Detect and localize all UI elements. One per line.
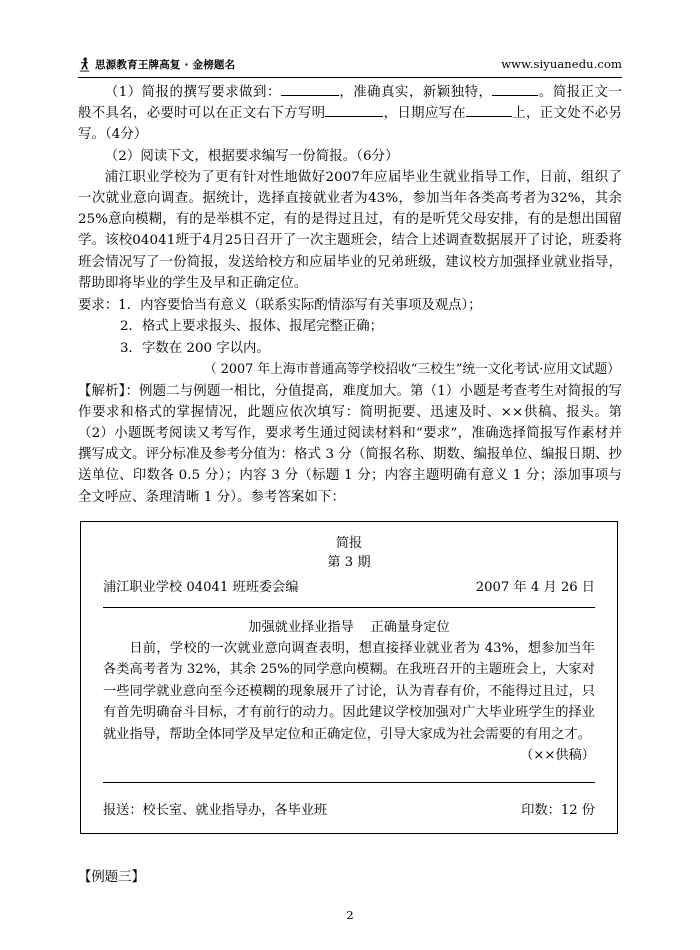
page-number: 2 <box>346 908 354 922</box>
requirement-number: 1． <box>118 298 141 314</box>
analysis-paragraph: 【解析】：例题二与例题一相比，分值提高，难度加大。第（1）小题是考查考生对简报的写作要求和格式的掌握情况，此题应依次填写：简明扼要、迅速及时、××供稿、报头。第（2）小题既考阅读又考写作，要求考生通过阅读材料和“要求”，准确选择简报写作素材并撰写成文。评分标准及参考分值为：格式 3 分（简报名称、期数、编报单位、编报日期、抄送单位、印数各 0.5 分）；内容 3 分（标题 1 分；内容主题明确有意义 1 分；添加事项与全文呼应、条理清晰 1 分）。参考答案如下： <box>78 383 622 505</box>
answer-blank-4[interactable] <box>466 116 512 117</box>
requirement-number: 3． <box>120 340 142 356</box>
requirement-text: 内容要恰当有意义（联系实际酌情添写有关事项及观点）； <box>140 298 482 314</box>
sample-body-text: 日前，学校的一次就业意向调查表明，想直接择业就业者为 43%，想参加当年各类高考者为 32%，其余 25%的同学意向模糊。在我班召开的主题班会上，大家对一些同学就业意向至今还模糊的现象展开了讨论，认为青春有价，不能得过且过，只有首先明确奋斗目标，才有前行的动力。因此建议学校加强对广大毕业班学生的择业就业指导，帮助全体同学及早定位和正确定位，引导大家成为社会需要的有用之才。 <box>103 641 595 742</box>
sample-issue-number: 第 3 期 <box>327 555 371 570</box>
running-figure-logo-icon <box>78 57 91 72</box>
header-divider <box>78 77 622 78</box>
sample-copies: 印数：12 份 <box>521 803 595 819</box>
question-2: （2）阅读下文，根据要求编写一份简报。（6分） <box>104 148 399 164</box>
sample-spacer <box>81 766 617 782</box>
requirement-text: 格式上要求报头、报体、报尾完整正确； <box>142 319 384 335</box>
exam-source-citation: （ 2007 年上海市普通高等学校招收“三校生”统一文化考试·应用文试题） <box>203 362 620 378</box>
sample-publisher: 浦江职业学校 04041 班班委会编 <box>103 580 299 595</box>
answer-blank-1[interactable] <box>281 95 339 96</box>
requirement-row <box>78 316 622 337</box>
requirement-row <box>78 295 622 316</box>
sample-distribution: 报送：校长室、就业指导办，各毕业班 <box>103 803 328 819</box>
page-header <box>78 52 622 76</box>
answer-blank-3[interactable] <box>325 116 383 117</box>
question-1-part-b: ，准确真实，新颖独特， <box>338 85 493 100</box>
question-1 <box>78 82 622 146</box>
passage-paragraph: 浦江职业学校为了更有针对性地做好2007年应届毕业生就业指导工作，日前，组织了一次就业意向调查。据统计，选择直接就业者为43%，参加当年各类高考者为32%，其余25%意向模糊，有的是举棋不定，有的是得过且过，有的是听凭父母安排，有的是想出国留学。该校04041班于4月25日召开了一次主题班会，结合上述调查数据展开了讨论，班委将班会情况写了一份简报，发送给校方和应届毕业的兄弟班级，建议校方加强择业就业指导，帮助即将毕业的学生及早和正确定位。 <box>78 169 622 291</box>
sample-title: 简报 <box>335 536 363 551</box>
sample-meta-row <box>81 572 617 597</box>
requirement-number: 2． <box>120 319 142 335</box>
brand-text: 思源教育王牌高复 · 金榜题名 <box>95 58 236 71</box>
sample-date: 2007 年 4 月 26 日 <box>475 580 595 595</box>
sample-top-divider <box>103 607 595 608</box>
sample-credit: （××供稿） <box>520 748 595 764</box>
brand-block <box>78 57 235 72</box>
question-1-part-c: 。简报正文一般不具名，必要时可以在正文右下方写明 <box>78 85 622 122</box>
next-example-heading: 【例题三】 <box>78 870 145 885</box>
document-body <box>78 82 622 508</box>
question-1-part-d: ，日期应写在 <box>383 106 467 122</box>
sample-footer-row <box>81 783 617 820</box>
answer-blank-2[interactable] <box>492 95 538 96</box>
requirements-block <box>78 295 622 359</box>
requirement-row <box>78 338 622 359</box>
question-1-part-a: （1）简报的撰写要求做到： <box>104 85 281 100</box>
site-url[interactable]: www.siyuanedu.com <box>501 57 622 71</box>
question-1-part-e: 上，正文处不必另写。（4分） <box>78 106 622 143</box>
requirements-label: 要求： <box>78 298 119 314</box>
sample-headline: 加强就业择业指导 正确量身定位 <box>248 620 450 635</box>
requirement-text: 字数在 200 字以内。 <box>142 340 270 356</box>
sample-briefing-box <box>80 521 618 834</box>
